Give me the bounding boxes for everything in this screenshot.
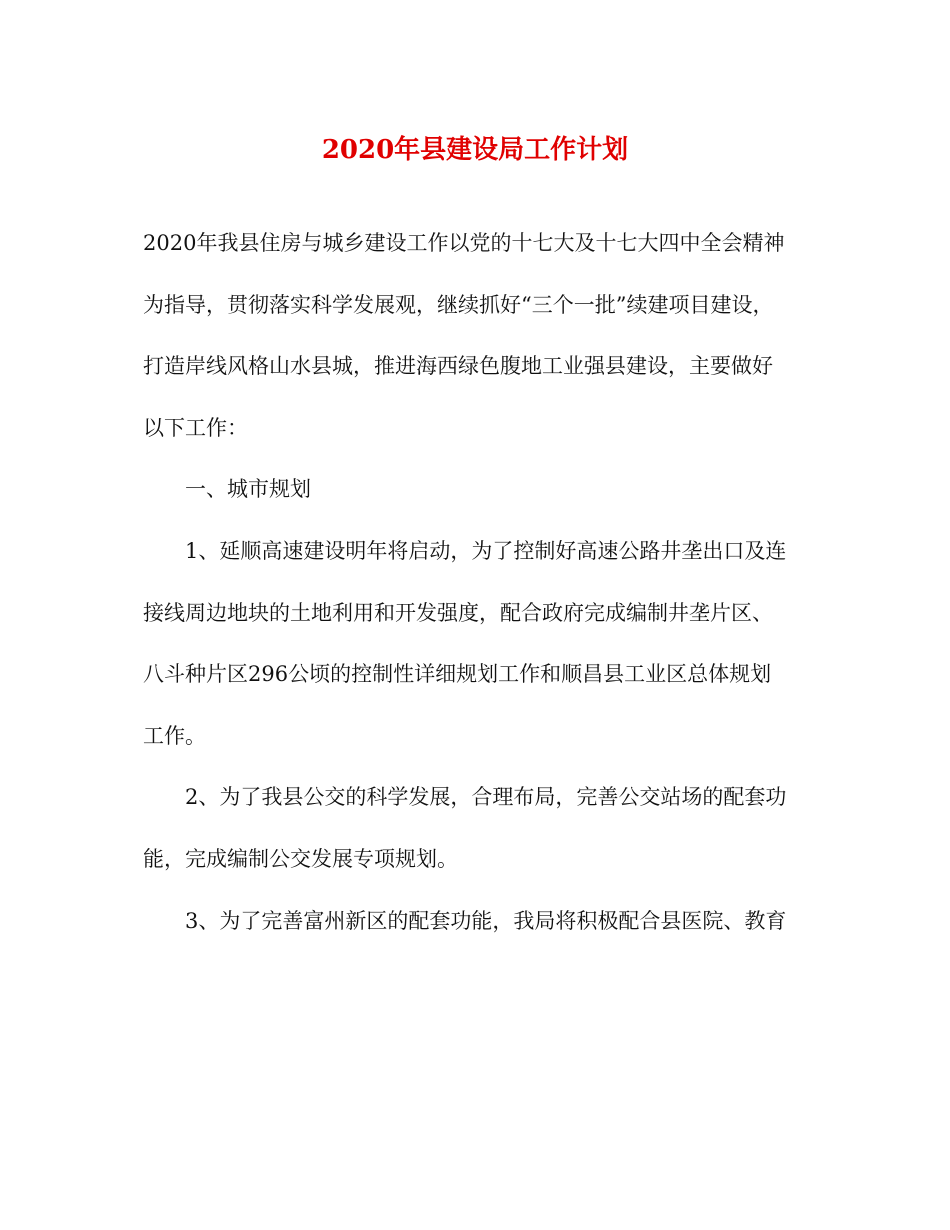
document-title: 2020年县建设局工作计划 bbox=[321, 135, 629, 165]
text-line: 能，完成编制公交发展专项规划。 bbox=[143, 846, 458, 871]
paragraph-item-1 bbox=[143, 521, 823, 767]
text-line: 3、为了完善富州新区的配套功能，我局将积极配合县医院、教育 bbox=[185, 908, 787, 933]
paragraph-item-3 bbox=[143, 891, 823, 953]
text-line: 八斗种片区296公顷的控制性详细规划工作和顺昌县工业区总体规划 bbox=[143, 662, 772, 687]
text-line: 打造岸线风格山水县城，推进海西绿色腹地工业强县建设，主要做好 bbox=[143, 354, 773, 379]
section-heading-city-planning bbox=[143, 459, 823, 521]
text-line: 以下工作： bbox=[143, 415, 248, 440]
paragraph-intro bbox=[143, 213, 823, 459]
text-line: 接线周边地块的土地利用和开发强度，配合政府完成编制井垄片区、 bbox=[143, 600, 773, 625]
text-line: 2020年我县住房与城乡建设工作以党的十七大及十七大四中全会精神 bbox=[143, 231, 785, 255]
paragraph-item-2 bbox=[143, 767, 823, 890]
text-line: 1、延顺高速建设明年将启动，为了控制好高速公路井垄出口及连 bbox=[185, 538, 787, 563]
document-body bbox=[143, 213, 823, 952]
text-line: 2、为了我县公交的科学发展，合理布局，完善公交站场的配套功 bbox=[185, 785, 787, 810]
text-line: 一、城市规划 bbox=[185, 477, 311, 502]
text-line: 工作。 bbox=[143, 723, 206, 748]
text-line: 为指导，贯彻落实科学发展观，继续抓好“三个一批”续建项目建设， bbox=[143, 292, 774, 317]
